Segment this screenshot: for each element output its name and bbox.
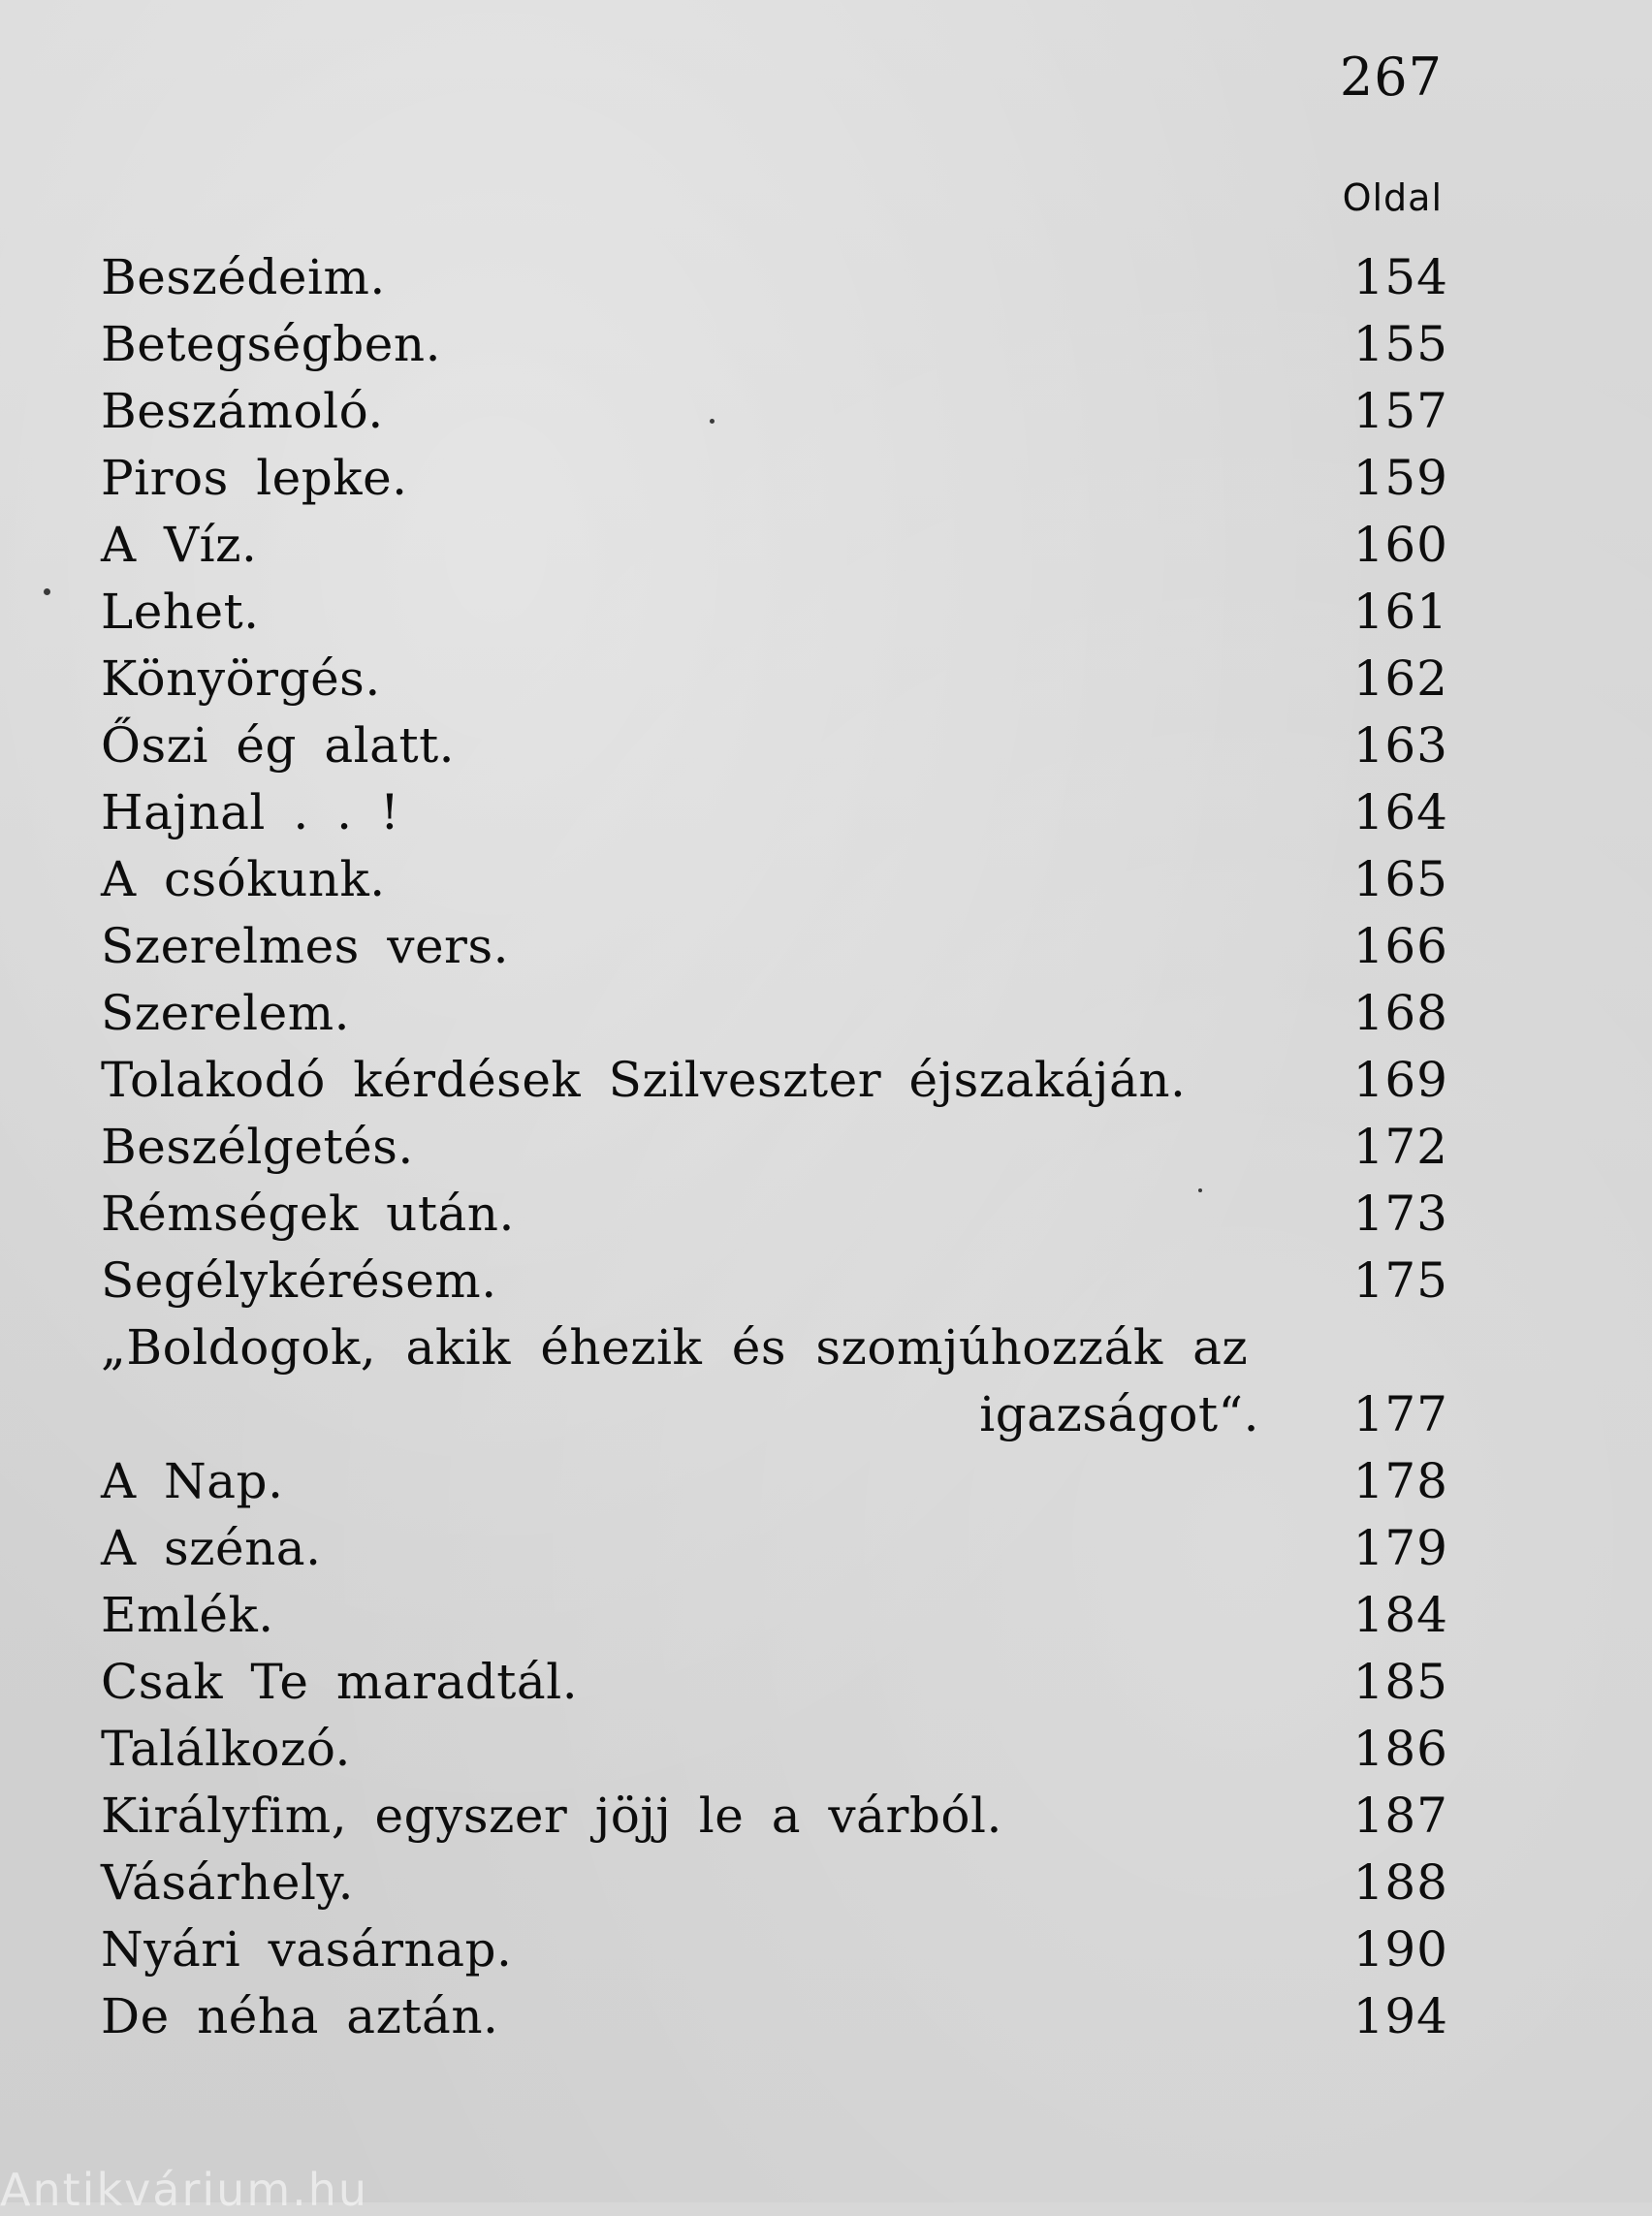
toc-title: „Boldogok, akik éhezik és szomjúhozzák az (101, 1319, 1249, 1376)
toc-title: Szerelmes vers. (101, 918, 510, 974)
toc-title: Beszámoló. (101, 383, 384, 439)
toc-page: 166 (1352, 918, 1448, 974)
toc-title: A Nap. (101, 1453, 284, 1509)
toc-row (101, 913, 1448, 980)
toc-page: 163 (1352, 717, 1448, 774)
toc-title: Segélykérésem. (101, 1252, 497, 1309)
toc-title: De néha aztán. (101, 1988, 499, 2044)
toc-title: Könyörgés. (101, 650, 381, 707)
toc-title: Rémségek után. (101, 1186, 515, 1242)
toc-row (101, 244, 1448, 311)
toc-page: 178 (1352, 1453, 1448, 1509)
toc-row (101, 1716, 1448, 1783)
toc-page: 161 (1352, 584, 1448, 640)
toc-title: Nyári vasárnap. (101, 1921, 513, 1978)
toc-row (101, 1515, 1448, 1582)
toc-page: 154 (1352, 249, 1448, 305)
toc-title: Találkozó. (101, 1721, 351, 1777)
toc-page: 175 (1352, 1252, 1448, 1309)
toc-page: 185 (1352, 1654, 1448, 1710)
toc-title: Lehet. (101, 584, 260, 640)
toc-title: Betegségben. (101, 316, 441, 372)
toc-page: 190 (1352, 1921, 1448, 1978)
toc-page: 155 (1352, 316, 1448, 372)
toc-page: 194 (1352, 1988, 1448, 2044)
toc-page: 184 (1352, 1587, 1448, 1643)
toc-title: Királyfim, egyszer jöjj le a várból. (101, 1788, 1002, 1844)
toc-title: A Víz. (101, 517, 258, 573)
toc-title: Szerelem. (101, 985, 351, 1041)
toc-row (101, 1649, 1448, 1716)
toc-page: 172 (1352, 1119, 1448, 1175)
toc-row (101, 1582, 1448, 1649)
toc-page: 157 (1352, 383, 1448, 439)
toc-row (101, 579, 1448, 646)
toc-page: 169 (1352, 1052, 1448, 1108)
toc-title: Őszi ég alatt. (101, 717, 456, 774)
toc-row (101, 646, 1448, 712)
paper-speck (710, 419, 715, 424)
toc-page: 179 (1352, 1520, 1448, 1576)
toc-title: Tolakodó kérdések Szilveszter éjszakáján. (101, 1052, 1187, 1108)
toc-row (101, 1783, 1448, 1850)
toc-page: 160 (1352, 517, 1448, 573)
paper-speck (44, 588, 50, 595)
toc-page: 177 (1352, 1386, 1448, 1442)
toc-title: Piros lepke. (101, 450, 408, 506)
toc-title: Beszédeim. (101, 249, 386, 305)
toc-row (101, 712, 1448, 779)
toc-row-continuation (101, 1381, 1448, 1448)
table-of-contents (101, 244, 1448, 2050)
toc-row (101, 1314, 1448, 1381)
toc-row (101, 1114, 1448, 1181)
toc-row (101, 1181, 1448, 1248)
toc-page: 173 (1352, 1186, 1448, 1242)
toc-row (101, 846, 1448, 913)
toc-title: igazságot“. (979, 1386, 1259, 1442)
toc-row (101, 445, 1448, 512)
watermark: Antikvárium.hu (0, 2164, 369, 2216)
toc-row (101, 378, 1448, 445)
toc-page: 159 (1352, 450, 1448, 506)
page-number: 267 (1339, 47, 1443, 108)
toc-page: 186 (1352, 1721, 1448, 1777)
toc-page: 168 (1352, 985, 1448, 1041)
toc-title: Emlék. (101, 1587, 274, 1643)
toc-page: 162 (1352, 650, 1448, 707)
toc-page: 165 (1352, 851, 1448, 907)
toc-row (101, 1916, 1448, 1983)
toc-title: Beszélgetés. (101, 1119, 414, 1175)
toc-title: A széna. (101, 1520, 322, 1576)
toc-row (101, 311, 1448, 378)
toc-row (101, 1983, 1448, 2050)
toc-title: Csak Te maradtál. (101, 1654, 579, 1710)
toc-row (101, 512, 1448, 579)
toc-row (101, 1248, 1448, 1314)
toc-page: 187 (1352, 1788, 1448, 1844)
toc-row (101, 1448, 1448, 1515)
toc-title: Vásárhely. (101, 1854, 354, 1911)
toc-title: Hajnal . . ! (101, 784, 400, 840)
toc-page: 188 (1352, 1854, 1448, 1911)
toc-page: 164 (1352, 784, 1448, 840)
page-column-label: Oldal (1342, 176, 1443, 219)
toc-row (101, 1850, 1448, 1916)
toc-title: A csókunk. (101, 851, 386, 907)
toc-row (101, 1047, 1448, 1114)
paper-speck (1198, 1188, 1202, 1192)
toc-row (101, 980, 1448, 1047)
toc-row (101, 779, 1448, 846)
